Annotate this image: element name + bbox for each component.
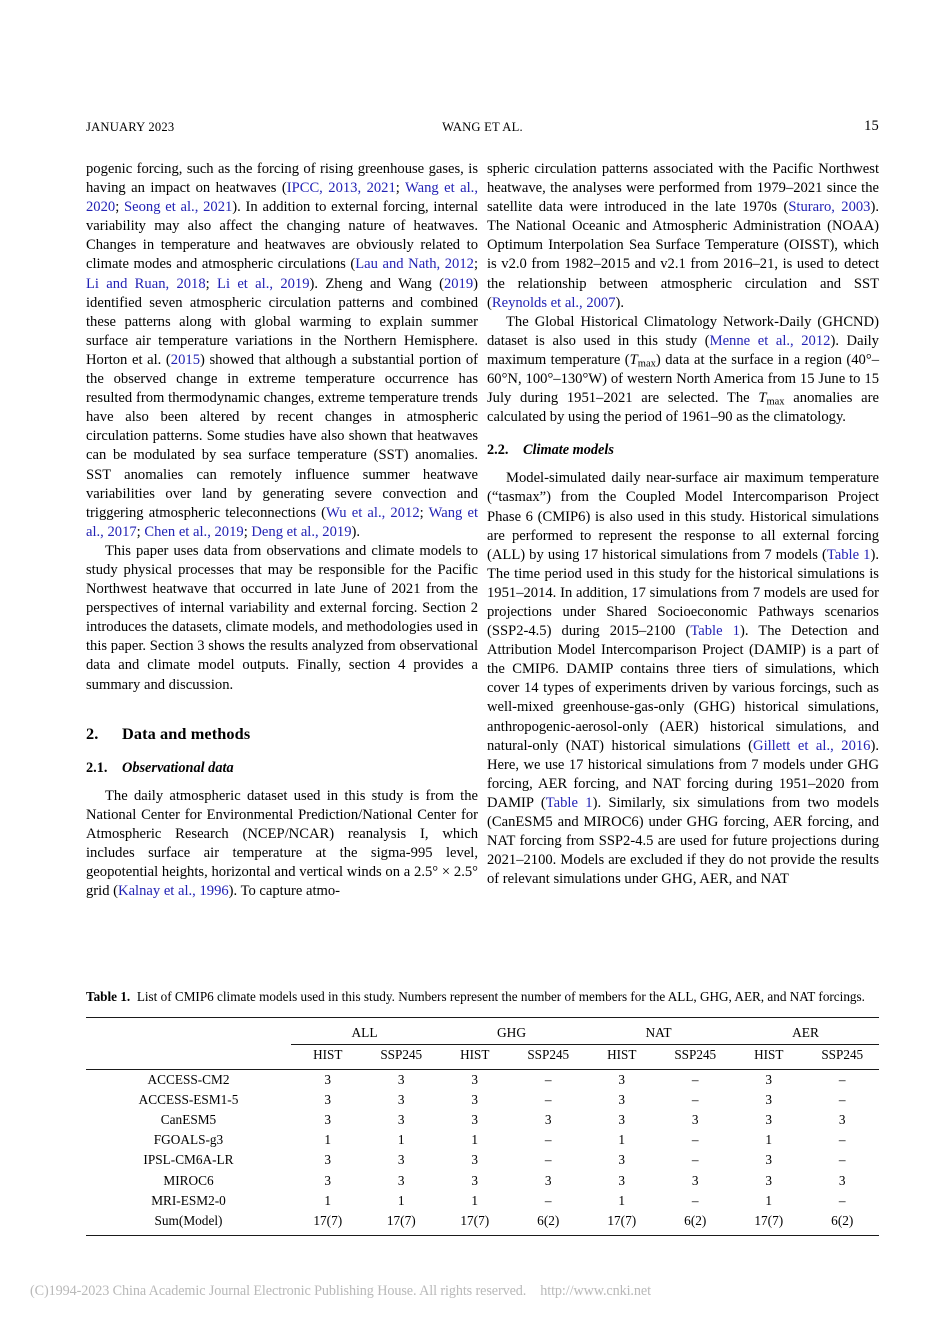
- cell-value: 3: [765, 1172, 773, 1188]
- cell-value: 1: [618, 1192, 626, 1208]
- subsection-heading-climate-models: [487, 440, 879, 460]
- model-name: ACCESS-CM2: [147, 1071, 230, 1087]
- table-row: [86, 1110, 879, 1130]
- table-caption-text: List of CMIP6 climate models used in this study. Numbers represent the number of members for the ALL, GHG, AER, and NAT forcings.: [136, 989, 865, 1004]
- cell-value: 3: [765, 1112, 773, 1128]
- cell-value: –: [691, 1152, 699, 1168]
- citation-link[interactable]: IPCC, 2013, 2021: [286, 180, 396, 197]
- subsection-heading-observational-data: [86, 758, 478, 778]
- citation-link[interactable]: Li et al., 2019: [217, 275, 310, 292]
- sub-header-nat-ssp245: SSP245: [674, 1047, 717, 1063]
- section-title: Data and methods: [122, 723, 251, 743]
- table-row: [86, 1130, 879, 1150]
- running-head-date: JANUARY 2023: [86, 120, 175, 134]
- cell-value: 3: [618, 1172, 626, 1188]
- cell-value: 6(2): [537, 1213, 560, 1228]
- table-reference-link[interactable]: Table 1: [690, 623, 740, 640]
- cell-value: –: [691, 1132, 699, 1148]
- sub-header-aer-ssp245: SSP245: [821, 1047, 864, 1063]
- citation-link[interactable]: Menne et al., 2012: [709, 332, 831, 349]
- cell-value: 3: [324, 1091, 332, 1107]
- cell-value: 1: [471, 1192, 479, 1208]
- paragraph-continued: pogenic forcing, such as the forcing of rising greenhouse gases, is having an impact on heatwaves (IPCC, 2013, 2021; Wang et al., 2020; Seong et al., 2021). In addition to external forcing, internal variability may also affect the changing nature of heatwaves. Changes in temperature and heatwaves are obviously related to climate modes and atmospheric circulations (Lau and Nath, 2012; Li and Ruan, 2018; Li et al., 2019). Zheng and Wang (2019) identified seven atmospheric circulation patterns and combined these patterns along with global warming to explain summer surface air temperature variations in the Northern Hemisphere. Horton et al. (2015) showed that although a substantial portion of the observed change in extreme temperature occurrence has resulted from thermodynamic changes, extreme temperature trends have also been altered by recent changes in atmospheric circulation patterns. Some studies have also shown that heatwaves can be modulated by sea surface temperature (SST) anomalies. SST anomalies can remotely influence summer heatwave variabilities over land by generating severe convection and triggering atmospheric teleconnections (Wu et al., 2012; Wang et al., 2017; Chen et al., 2019; Deng et al., 2019).: [86, 161, 479, 540]
- cell-value: 3: [691, 1172, 699, 1188]
- cell-value: 3: [765, 1071, 773, 1087]
- cell-value: 17(7): [313, 1213, 343, 1228]
- paragraph-ghcnd-dataset: The Global Historical Climatology Network-Daily (GHCND) dataset is also used in this study (Menne et al., 2012). Daily maximum temperature $(T_{max})$ data at the surface in a region (40°–60°N, 100°–130°W) of western North America from 15 June to 15 July during 1951–2021 are selected. The $T_{max}$ anomalies are calculated by using the period of 1961–90 as the climatology.: [487, 313, 879, 426]
- cell-value: 1: [618, 1132, 626, 1148]
- cell-value: 3: [471, 1172, 479, 1188]
- paragraph-climate-models: Model-simulated daily near-surface air maximum temperature (“tasmax”) from the Coupled Model Intercomparison Project Phase 6 (CMIP6) is also used in this study. Historical simulations are performed to represent the response to all external forcing (ALL) by using 17 historical simulations from 7 models (Table 1). The time period used in this study for the historical simulations is 1951–2014. In addition, 17 simulations from 7 models are used for projections under Shared Socioeconomic Pathways scenarios (SSP2-4.5) during 2015–2100 (Table 1). The Detection and Attribution Model Intercomparison Project (DAMIP) is a part of the CMIP6. DAMIP contains three tiers of simulations, which cover 14 types of experiments driven by various forcings, such as well-mixed greenhouse-gas-only (GHG) historical simulations, anthropogenic-aerosol-only (AER) historical simulations, and natural-only (NAT) historical simulations (Gillett et al., 2016). Here, we use 17 historical simulations from 7 models under GHG forcing, AER forcing, and NAT forcing during 1951–2020 from DAMIP (Table 1). Similarly, six simulations from two models (CanESM5 and MIROC6) under GHG forcing, AER forcing, and NAT forcing from SSP2-4.5 are used for future projections during 2021–2100. Models are excluded if they do not provide the results of relevant simulations under GHG, AER, and NAT: [487, 470, 879, 888]
- table-corner-cell: [86, 1044, 291, 1066]
- cell-value: 6(2): [831, 1213, 854, 1228]
- cell-value: –: [838, 1132, 846, 1148]
- cell-value: 1: [765, 1132, 773, 1148]
- model-name: MIROC6: [163, 1172, 214, 1188]
- table-row: [86, 1090, 879, 1110]
- citation-link[interactable]: Wang et al., 2020: [86, 180, 478, 216]
- cell-value: 3: [397, 1112, 405, 1128]
- group-header-ghg: GHG: [438, 1022, 585, 1045]
- cell-value: 1: [765, 1192, 773, 1208]
- citation-link[interactable]: Gillett et al., 2016: [753, 737, 871, 754]
- body-column-left: [86, 160, 478, 901]
- cell-value: 3: [765, 1152, 773, 1168]
- citation-link[interactable]: Lau and Nath, 2012: [355, 256, 474, 273]
- table-corner-cell: [86, 1022, 291, 1045]
- cell-value: 3: [397, 1091, 405, 1107]
- table-caption-label: Table 1.: [86, 989, 131, 1004]
- table-row: [86, 1171, 879, 1191]
- subsection-title: Climate models: [523, 442, 614, 459]
- cell-value: 3: [471, 1152, 479, 1168]
- table-row: [86, 1069, 879, 1090]
- model-name: Sum(Model): [154, 1213, 223, 1228]
- model-name: IPSL-CM6A-LR: [143, 1152, 234, 1168]
- cell-value: 3: [397, 1152, 405, 1168]
- citation-link[interactable]: Wu et al., 2012: [326, 504, 420, 521]
- cell-value: –: [544, 1071, 552, 1087]
- citation-link[interactable]: Seong et al., 2021: [124, 199, 233, 216]
- cell-value: 6(2): [684, 1213, 707, 1228]
- cell-value: 17(7): [460, 1213, 490, 1228]
- citation-link[interactable]: Deng et al., 2019: [251, 523, 352, 540]
- cell-value: 1: [397, 1132, 405, 1148]
- variable-tmax-subscript: max: [637, 358, 656, 370]
- cell-value: 3: [324, 1071, 332, 1087]
- subsection-number: 2.2.: [487, 442, 509, 459]
- subsection-title: Observational data: [122, 759, 234, 776]
- cell-value: 17(7): [386, 1213, 416, 1228]
- cell-value: 3: [471, 1112, 479, 1128]
- spacer: [86, 695, 478, 723]
- cell-value: –: [838, 1091, 846, 1107]
- cell-value: –: [838, 1192, 846, 1208]
- cell-value: –: [691, 1091, 699, 1107]
- sub-header-ghg-hist: HIST: [460, 1047, 490, 1063]
- table-caption: [86, 988, 879, 1006]
- citation-link[interactable]: Chen et al., 2019: [144, 523, 244, 540]
- cell-value: –: [544, 1192, 552, 1208]
- cell-value: 3: [397, 1071, 405, 1087]
- cell-value: 3: [471, 1091, 479, 1107]
- running-head-authors: WANG ET AL.: [442, 120, 523, 134]
- subsection-number: 2.1.: [86, 759, 108, 776]
- cell-value: –: [544, 1091, 552, 1107]
- citation-link[interactable]: Li and Ruan, 2018: [86, 275, 206, 292]
- cell-value: 3: [618, 1071, 626, 1087]
- citation-link[interactable]: 2019: [443, 275, 474, 292]
- cell-value: 3: [324, 1152, 332, 1168]
- paragraph-continued: spheric circulation patterns associated with the Pacific Northwest heatwave, the analyses were performed from 1979–2021 since the satellite data were introduced in the late 1970s (Sturaro, 2003). The National Oceanic and Atmospheric Administration (NOAA) Optimum Interpolation Sea Surface Temperature (OISST), which is v2.0 from 1982–2015 and v2.1 from 2016–21, is used to detect the relationship between atmospheric circulation and SST (Reynolds et al., 2007).: [487, 161, 879, 311]
- cell-value: 3: [544, 1172, 552, 1188]
- cell-value: 1: [397, 1192, 405, 1208]
- paragraph-study-overview: This paper uses data from observations and climate models to study physical processes that may be responsible for the Pacific Northwest heatwave that occurred in late June of 2021 from the perspectives of internal variability and external forcing. Section 2 introduces the datasets, climate models, and methodologies used in this paper. Section 3 shows the results analyzed from observational data and climate model outputs. Finally, section 4 provides a summary and discussion.: [86, 542, 478, 693]
- table-reference-link[interactable]: Table 1: [545, 794, 593, 811]
- table-1-block: [86, 988, 879, 1236]
- model-name: ACCESS-ESM1-5: [138, 1091, 239, 1107]
- group-header-all: ALL: [291, 1022, 438, 1045]
- running-head: [86, 120, 879, 138]
- cell-value: 3: [618, 1112, 626, 1128]
- sub-header-aer-hist: HIST: [754, 1047, 784, 1063]
- page-number: 15: [864, 118, 879, 134]
- cell-value: 3: [397, 1172, 405, 1188]
- spacer: [487, 427, 879, 440]
- publisher-watermark: [30, 1283, 920, 1300]
- model-name: FGOALS-g3: [153, 1132, 224, 1148]
- cell-value: 1: [471, 1132, 479, 1148]
- sub-header-all-ssp245: SSP245: [380, 1047, 423, 1063]
- spacer: [86, 778, 478, 787]
- cell-value: 3: [544, 1112, 552, 1128]
- section-number: 2.: [86, 723, 99, 743]
- variable-tmax-subscript: max: [766, 396, 785, 408]
- cell-value: 17(7): [607, 1213, 637, 1228]
- cell-value: 1: [324, 1192, 332, 1208]
- table-row-sum: [86, 1211, 879, 1231]
- cell-value: –: [691, 1192, 699, 1208]
- sub-header-nat-hist: HIST: [607, 1047, 637, 1063]
- cell-value: 3: [618, 1152, 626, 1168]
- variable-tmax: T: [629, 351, 638, 368]
- cell-value: 3: [838, 1112, 846, 1128]
- cell-value: 3: [324, 1112, 332, 1128]
- cell-value: 1: [324, 1132, 332, 1148]
- paragraph-observational-data: The daily atmospheric dataset used in this study is from the National Center for Environmental Prediction/National Center for Atmospheric Research (NCEP/NCAR) reanalysis I, which includes surface air temperature at the sigma-995 level, geopotential heights, horizontal and vertical winds on a 2.5° × 2.5° grid (Kalnay et al., 1996). To capture atmo-: [86, 787, 478, 900]
- cell-value: 3: [324, 1172, 332, 1188]
- publisher-url: http://www.cnki.net: [540, 1283, 651, 1299]
- group-header-nat: NAT: [585, 1022, 732, 1045]
- spacer: [487, 460, 879, 469]
- body-column-right: [487, 160, 879, 889]
- table-row: [86, 1150, 879, 1170]
- cell-value: –: [544, 1132, 552, 1148]
- variable-tmax: T: [758, 390, 767, 407]
- sub-header-ghg-ssp245: SSP245: [527, 1047, 570, 1063]
- table-bottom-rule: [86, 1231, 879, 1236]
- group-header-aer: AER: [732, 1022, 879, 1045]
- table-sub-header-row: [86, 1044, 879, 1066]
- table-reference-link[interactable]: Table 1: [826, 546, 871, 563]
- model-name: CanESM5: [160, 1112, 217, 1128]
- copyright-text: (C)1994-2023 China Academic Journal Electronic Publishing House. All rights reserved.: [30, 1283, 527, 1299]
- citation-link[interactable]: Reynolds et al., 2007: [491, 294, 616, 311]
- cell-value: –: [691, 1071, 699, 1087]
- cell-value: –: [838, 1071, 846, 1087]
- cell-value: 3: [691, 1112, 699, 1128]
- cell-value: 3: [471, 1071, 479, 1087]
- citation-link[interactable]: Wang et al., 2017: [86, 504, 478, 540]
- cmip6-models-table: [86, 1017, 879, 1237]
- citation-link[interactable]: Sturaro, 2003: [788, 199, 871, 216]
- cell-value: 17(7): [754, 1213, 784, 1228]
- sub-header-all-hist: HIST: [313, 1047, 343, 1063]
- cell-value: 3: [838, 1172, 846, 1188]
- citation-link[interactable]: 2015: [170, 351, 200, 368]
- spacer: [86, 745, 478, 758]
- table-row: [86, 1191, 879, 1211]
- citation-link[interactable]: Kalnay et al., 1996: [118, 883, 229, 900]
- cell-value: 3: [765, 1091, 773, 1107]
- cell-value: –: [544, 1152, 552, 1168]
- cell-value: –: [838, 1152, 846, 1168]
- model-name: MRI-ESM2-0: [151, 1192, 226, 1208]
- table-group-header-row: [86, 1022, 879, 1045]
- section-heading-data-and-methods: [86, 723, 478, 745]
- cell-value: 3: [618, 1091, 626, 1107]
